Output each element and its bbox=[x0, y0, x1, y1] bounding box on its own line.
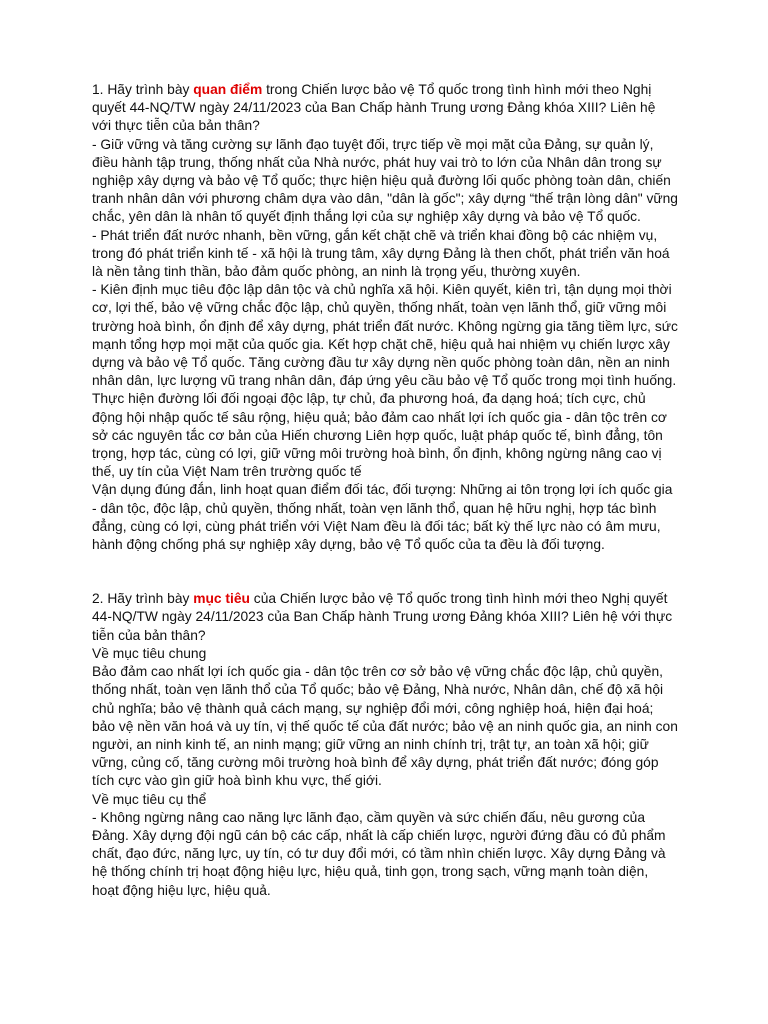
q1-paragraph-1: - Giữ vững và tăng cường sự lãnh đạo tuyệt đối, trực tiếp về mọi mặt của Đảng, sự quản lý, điều hành tập trung, thống nhất của Nhà nước, phát huy vai trò to lớn của Nhân dân trong sự nghiệp xây dựng và bảo vệ Tổ quốc; thực hiện hiệu quả đường lối quốc phòng toàn dân, chiến tranh nhân dân với phương châm dựa vào dân, "dân là gốc"; xây dựng “thế trận lòng dân" vững chắc, yên dân là nhân tố quyết định thắng lợi của sự nghiệp xây dựng và bảo vệ Tổ quốc. bbox=[92, 136, 678, 225]
question-1-suffix: trong Chiến lược bảo vệ Tổ quốc trong tình hình mới theo Nghị quyết 44-NQ/TW ngày 24/11/2023 của Ban Chấp hành Trung ương Đảng khóa XIII? Liên hệ với thực tiễn của bản thân? bbox=[92, 82, 656, 134]
question-2-prefix: 2. Hãy trình bày bbox=[92, 591, 194, 607]
q1-paragraph-4: Thực hiện đường lối đối ngoại độc lập, tự chủ, đa phương hoá, đa dạng hoá; tích cực, chủ động hội nhập quốc tế sâu rộng, hiệu quả; bảo đảm cao nhất lợi ích quốc gia - dân tộc trên cơ sở các nguyên tắc cơ bản của Hiến chương Liên hợp quốc, luật pháp quốc tế, bình đẳng, tôn trọng, hợp tác, cùng có lợi, giữ vững môi trường hoà bình, ổn định, không ngừng nâng cao vị thế, uy tín của Việt Nam trên trường quốc tế bbox=[92, 391, 667, 480]
question-2-title bbox=[92, 590, 678, 645]
question-1-highlight: quan điểm bbox=[193, 82, 263, 97]
q2-specific-text: - Không ngừng nâng cao năng lực lãnh đạo, cầm quyền và sức chiến đấu, nêu gương của Đảng. Xây dựng đội ngũ cán bộ các cấp, nhất là cấp chiến lược, người đứng đầu có đủ phẩm chất, đạo đức, năng lực, uy tín, có tư duy đổi mới, có tầm nhìn chiến lược. Xây dựng Đảng và hệ thống chính trị hoạt động hiệu lực, hiệu quả, tinh gọn, trong sạch, vững mạnh toàn diện, hoạt động hiệu lực, hiệu quả. bbox=[92, 809, 666, 898]
document-page bbox=[92, 81, 678, 900]
q1-paragraph-2: - Phát triển đất nước nhanh, bền vững, gắn kết chặt chẽ và triển khai đồng bộ các nhiệm vụ, trong đó phát triển kinh tế - xã hội là trung tâm, xây dựng Đảng là then chốt, phát triển văn hoá là nền tảng tinh thần, bảo đảm quốc phòng, an ninh là trọng yếu, thường xuyên. bbox=[92, 227, 670, 280]
q1-paragraph-3: - Kiên định mục tiêu độc lập dân tộc và chủ nghĩa xã hội. Kiên quyết, kiên trì, tận dụng mọi thời cơ, lợi thế, bảo vệ vững chắc độc lập, chủ quyền, thống nhất, toàn vẹn lãnh thổ, giữ vững môi trường hoà bình, ổn định để xây dựng, phát triển đất nước. Không ngừng gia tăng tiềm lực, sức mạnh tổng hợp mọi mặt của quốc gia. Kết hợp chặt chẽ, hiệu quả hai nhiệm vụ chiến lược xây dựng và bảo vệ Tổ quốc. Tăng cường đầu tư xây dựng nền quốc phòng toàn dân, nền an ninh nhân dân, lực lượng vũ trang nhân dân, đáp ứng yêu cầu bảo vệ Tổ quốc trong mọi tình huống. bbox=[92, 282, 678, 389]
q2-general-heading: Về mục tiêu chung bbox=[92, 645, 207, 661]
q1-paragraph-5: Vận dụng đúng đắn, linh hoạt quan điểm đối tác, đối tượng: Những ai tôn trọng lợi ích quốc gia - dân tộc, độc lập, chủ quyền, thống nhất, toàn vẹn lãnh thổ, quan hệ hữu nghị, hợp tác bình đẳng, cùng có lợi, cùng phát triển với Việt Nam đều là đối tác; bất kỳ thế lực nào có âm mưu, hành động chống phá sự nghiệp xây dựng, bảo vệ Tổ quốc của ta đều là đối tượng. bbox=[92, 482, 673, 553]
question-2-suffix: của Chiến lược bảo vệ Tổ quốc trong tình hình mới theo Nghị quyết 44-NQ/TW ngày 24/11/2023 của Ban Chấp hành Trung ương Đảng khóa XIII? Liên hệ với thực tiễn của bản thân? bbox=[92, 591, 673, 643]
question-1-title bbox=[92, 81, 678, 136]
q2-specific-heading: Về mục tiêu cụ thể bbox=[92, 791, 207, 807]
section-gap bbox=[92, 554, 678, 590]
question-1-prefix: 1. Hãy trình bày bbox=[92, 82, 194, 97]
q2-general-text: Bảo đảm cao nhất lợi ích quốc gia - dân tộc trên cơ sở bảo vệ vững chắc độc lập, chủ quyền, thống nhất, toàn vẹn lãnh thổ của Tổ quốc; bảo vệ Đảng, Nhà nước, Nhân dân, chế độ xã hội chủ nghĩa; bảo vệ thành quả cách mạng, sự nghiệp đổi mới, công nghiệp hoá, hiện đại hoá; bảo vệ nền văn hoá và uy tín, vị thế quốc tế của đất nước; bảo vệ an ninh quốc gia, an ninh con người, an ninh kinh tế, an ninh mạng; giữ vững an ninh chính trị, trật tự, an toàn xã hội; giữ vững, củng cố, tăng cường môi trường hoà bình để xây dựng, phát triển đất nước; đóng góp tích cực vào gìn giữ hoà bình khu vực, thế giới. bbox=[92, 664, 678, 789]
question-2-highlight: mục tiêu bbox=[193, 591, 250, 607]
